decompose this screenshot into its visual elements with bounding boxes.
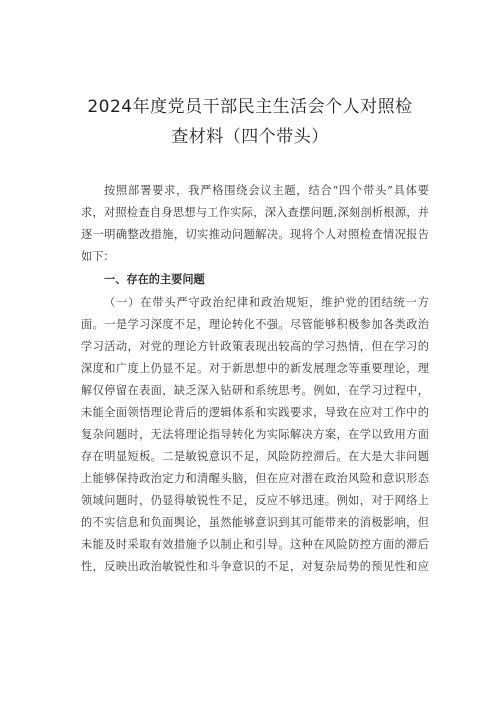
paragraph-line: 存在明显短板。二是敏锐意识不足，风险防控滞后。在大是大非问题 — [81, 450, 429, 463]
paragraph-line: 领域问题时，仍显得敏锐性不足，反应不够迅速。例如，对于网络上 — [81, 494, 429, 507]
paragraph-line: 未能及时采取有效措施予以制止和引导。这种在风险防控方面的滞后 — [81, 538, 429, 551]
intro-line: 逐一明确整改措施，切实推动问题解决。现将个人对照检查情况报告 — [81, 228, 429, 241]
section-heading: 一、存在的主要问题 — [104, 272, 205, 286]
paragraph-line: 复杂问题时，无法将理论指导转化为实际解决方案，在学以致用方面 — [81, 428, 429, 441]
intro-line: 求，对照检查自身思想与工作实际，深入查摆问题,深刻剖析根源，并 — [81, 206, 429, 219]
intro-line: 按照部署要求，我严格围绕会议主题，结合“四个带头”具体要 — [104, 184, 429, 197]
intro-line: 如下： — [81, 250, 115, 263]
paragraph-line: 的不实信息和负面舆论，虽然能够意识到其可能带来的消极影响，但 — [81, 516, 429, 529]
paragraph-line: 学习活动，对党的理论方针政策表现出较高的学习热情，但在学习的 — [81, 340, 429, 353]
document-title-line2: 查材料（四个带头） — [171, 127, 329, 147]
paragraph-line: 未能全面领悟理论背后的逻辑体系和实践要求，导致在应对工作中的 — [81, 406, 429, 419]
paragraph-line: 解仅停留在表面，缺乏深入钻研和系统思考。例如，在学习过程中， — [81, 384, 429, 397]
document-title-line1: 2024年度党员干部民主生活会个人对照检 — [87, 97, 413, 117]
paragraph-line: 深度和广度上仍显不足。对于新思想中的新发展理念等重要理论，理 — [81, 362, 429, 375]
paragraph-line: 面。一是学习深度不足，理论转化不强。尽管能够积极参加各类政治 — [81, 318, 429, 331]
paragraph-line: 性，反映出政治敏锐性和斗争意识的不足，对复杂局势的预见性和应 — [81, 560, 429, 573]
paragraph-line: 上能够保持政治定力和清醒头脑，但在应对潜在政治风险和意识形态 — [81, 472, 429, 485]
paragraph-line: （一）在带头严守政治纪律和政治规矩，维护党的团结统一方 — [104, 296, 429, 309]
